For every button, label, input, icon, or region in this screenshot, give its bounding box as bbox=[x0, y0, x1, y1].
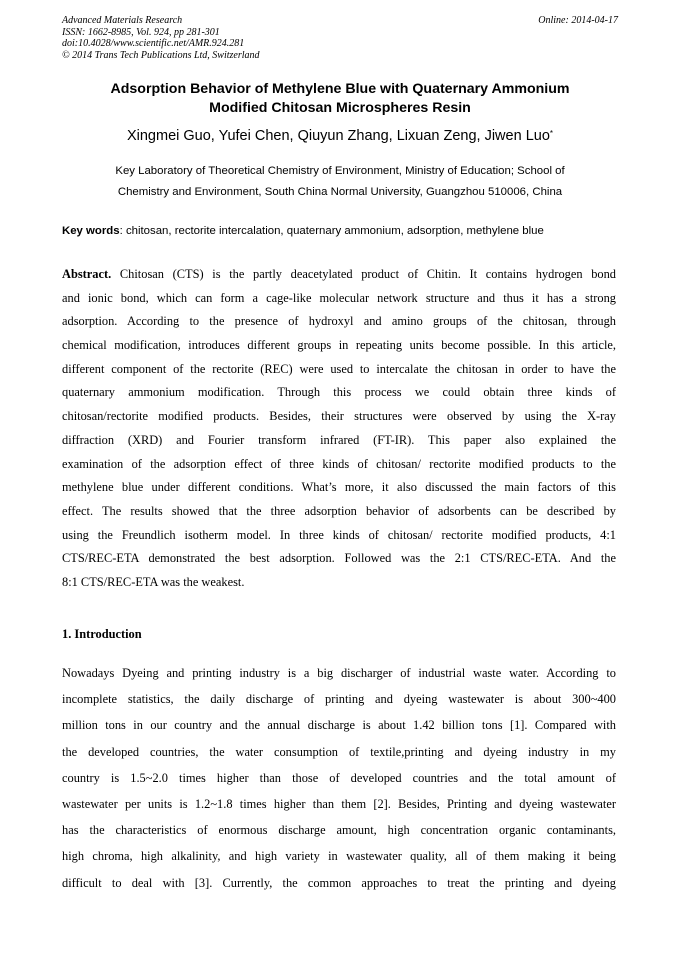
abstract-line: 8:1 CTS/REC-ETA was the weakest. bbox=[62, 574, 245, 589]
keywords bbox=[62, 221, 618, 241]
body-line: country is 1.5~2.0 times higher than those of developed countries and the total amount of bbox=[62, 770, 616, 785]
abstract-line: and ionic bond, which can form a cage-like molecular network structure and thus it has a strong bbox=[62, 290, 616, 305]
abstract-line: Abstract. Chitosan (CTS) is the partly deacetylated product of Chitin. It contains hydrogen bond bbox=[62, 267, 616, 281]
affiliation-line-1: Key Laboratory of Theoretical Chemistry of Environment, Ministry of Education; School of bbox=[115, 165, 565, 177]
publication-header bbox=[62, 15, 618, 61]
abstract-line: chitosan/rectorite modified products. Besides, their structures were observed by using the X-ray bbox=[62, 409, 616, 424]
abstract-line: methylene blue under different conditions. What’s more, it also discussed the main factors of this bbox=[62, 480, 616, 495]
keywords-label: Key words bbox=[62, 225, 120, 237]
keywords-text: : chitosan, rectorite intercalation, quaternary ammonium, adsorption, methylene blue bbox=[119, 225, 544, 237]
corresponding-author-mark: * bbox=[549, 129, 554, 138]
issn-line: ISSN: 1662-8985, Vol. 924, pp 281-301 bbox=[62, 26, 220, 38]
abstract-line: different component of the rectorite (REC) were used to intercalate the chitosan in order to have the bbox=[62, 361, 616, 376]
body-line: the developed countries, the water consumption of textile,printing and dyeing industry in my bbox=[62, 744, 616, 759]
body-line: million tons in our country and the annual discharge is about 1.42 billion tons [1]. Compared with bbox=[62, 718, 616, 733]
abstract-line: adsorption. According to the presence of hydroxyl and amino groups of the chitosan, through bbox=[62, 314, 616, 329]
paper-title bbox=[62, 80, 618, 118]
abstract-line: effect. The results showed that the three adsorption behavior of adsorbents can be described by bbox=[62, 503, 616, 518]
section-heading-introduction: 1. Introduction bbox=[62, 627, 142, 641]
online-date: Online: 2014-04-17 bbox=[538, 15, 618, 26]
body-line: incomplete statistics, the daily discharge of printing and dyeing wastewater is about 300~400 bbox=[62, 692, 616, 707]
author-names: Xingmei Guo, Yufei Chen, Qiuyun Zhang, Lixuan Zeng, Jiwen Luo bbox=[126, 128, 550, 144]
doi-line: doi:10.4028/www.scientific.net/AMR.924.281 bbox=[62, 38, 245, 49]
affiliation bbox=[62, 161, 618, 203]
abstract-label: Abstract. bbox=[62, 267, 112, 281]
abstract bbox=[62, 263, 616, 595]
title-line-1: Adsorption Behavior of Methylene Blue with Quaternary Ammonium bbox=[110, 81, 570, 97]
body-line: wastewater per units is 1.2~1.8 times higher than them [2]. Besides, Printing and dyeing wastewater bbox=[62, 796, 616, 811]
introduction-body bbox=[62, 660, 616, 896]
abstract-line: quaternary ammonium modification. Through this process we could obtain three kinds of bbox=[62, 385, 616, 400]
body-line: high chroma, high alkalinity, and high variety in wastewater quality, all of them making it being bbox=[62, 849, 616, 864]
abstract-line: CTS/REC-ETA demonstrated the best adsorption. Followed was the 2:1 CTS/REC-ETA. And the bbox=[62, 551, 616, 566]
body-line: difficult to deal with [3]. Currently, the common approaches to treat the printing and dyeing bbox=[62, 875, 616, 890]
abstract-line: examination of the adsorption effect of three kinds of chitosan/ rectorite modified products to the bbox=[62, 456, 616, 471]
abstract-line: diffraction (XRD) and Fourier transform infrared (FT-IR). This paper also explained the bbox=[62, 432, 616, 447]
author-list bbox=[62, 126, 618, 146]
abstract-line: chemical modification, introduces different groups in repeating units become possible. In this article, bbox=[62, 338, 616, 353]
body-line: Nowadays Dyeing and printing industry is a big discharger of industrial waste water. According to bbox=[62, 666, 616, 680]
body-line: has the characteristics of enormous discharge amount, high concentration organic contaminants, bbox=[62, 823, 616, 838]
title-line-2: Modified Chitosan Microspheres Resin bbox=[209, 100, 471, 116]
copyright-line: © 2014 Trans Tech Publications Ltd, Switzerland bbox=[62, 49, 260, 61]
abstract-line: using the Freundlich isotherm model. In three kinds of chitosan/ rectorite modified products, 4:1 bbox=[62, 527, 616, 542]
journal-name: Advanced Materials Research bbox=[62, 15, 183, 26]
affiliation-line-2: Chemistry and Environment, South China Normal University, Guangzhou 510006, China bbox=[117, 186, 563, 198]
